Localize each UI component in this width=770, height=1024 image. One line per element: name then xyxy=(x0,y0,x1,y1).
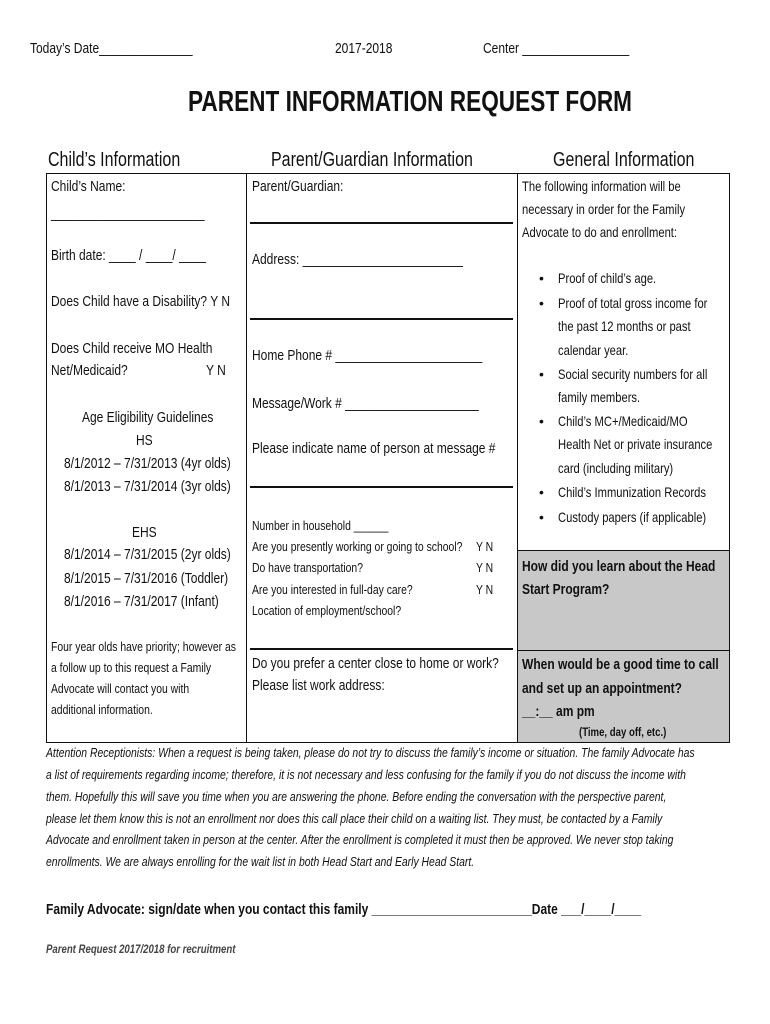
appointment-note: (Time, day off, etc.) xyxy=(579,725,667,739)
parent-info-heading: Parent/Guardian Information xyxy=(271,149,473,171)
learn-about-question: How did you learn about the Head xyxy=(522,558,716,575)
requirement-item: Custody papers (if applicable) xyxy=(558,509,707,525)
guardian-label: Parent/Guardian: xyxy=(252,178,344,195)
transport-yes-no[interactable]: Y N xyxy=(476,560,494,575)
attention-line-1: Attention Receptionists: When a request is being taken, please do not try to discuss the family’s income or situation. The family Advocate has xyxy=(46,745,695,760)
child-name-line[interactable]: _______________________ xyxy=(51,205,205,222)
hs-range-2: 8/1/2013 – 7/31/2014 (3yr olds) xyxy=(64,478,231,495)
footer-note: Parent Request 2017/2018 for recruitment xyxy=(46,942,236,956)
ehs-range-3: 8/1/2016 – 7/31/2017 (Infant) xyxy=(64,593,219,610)
requirement-item-cont: card (including military) xyxy=(558,460,674,476)
todays-date-field[interactable]: Today’s Date______________ xyxy=(30,40,193,57)
appointment-question-2: and set up an appointment? xyxy=(522,680,683,697)
age-guidelines-title: Age Eligibility Guidelines xyxy=(82,409,214,426)
health-question: Does Child receive MO Health xyxy=(51,340,213,357)
advocate-signature-field[interactable]: Family Advocate: sign/date when you contact this family ________________________Date ___/____/____ xyxy=(46,901,642,918)
priority-note-2: a follow up to this request a Family xyxy=(51,660,212,675)
bullet-icon: • xyxy=(539,366,544,382)
address-line[interactable] xyxy=(250,318,513,320)
health-question-line2: Net/Medicaid? xyxy=(51,362,128,379)
bullet-icon: • xyxy=(539,270,544,286)
bullet-icon: • xyxy=(539,413,544,429)
appointment-time-field[interactable]: __:__ am pm xyxy=(522,703,595,720)
location-question: Location of employment/school? xyxy=(252,603,402,618)
message-person-line[interactable] xyxy=(250,486,513,488)
birth-date-field[interactable]: Birth date: ____ / ____/ ____ xyxy=(51,247,206,264)
work-address-label: Please list work address: xyxy=(252,677,385,694)
attention-line-6: enrollments. We are always enrolling for the wait list in both Head Start and Early Head Start. xyxy=(46,854,475,869)
general-intro-3: Advocate to do and enrollment: xyxy=(522,224,678,240)
address-field[interactable]: Address: ________________________ xyxy=(252,251,463,268)
working-question: Are you presently working or going to school? xyxy=(252,539,463,554)
requirement-item-cont: calendar year. xyxy=(558,342,629,358)
attention-line-3: them. Hopefully this will save you time when you are answering the phone. Before ending the conversation with the perspective parent, xyxy=(46,789,667,804)
fullday-question: Are you interested in full-day care? xyxy=(252,582,413,597)
child-info-heading: Child’s Information xyxy=(48,149,181,171)
requirement-item: Child’s MC+/Medicaid/MO xyxy=(558,413,688,429)
school-year: 2017-2018 xyxy=(335,40,393,57)
general-intro-2: necessary in order for the Family xyxy=(522,201,686,217)
fullday-yes-no[interactable]: Y N xyxy=(476,582,494,597)
hs-label: HS xyxy=(136,432,153,449)
bullet-icon: • xyxy=(539,484,544,500)
attention-line-5: Advocate and enrollment taken in person at the center. After the enrollment is completed it must then be approved. We never stop taking xyxy=(46,832,674,847)
requirement-item: Proof of total gross income for xyxy=(558,295,708,311)
priority-note-1: Four year olds have priority; however as xyxy=(51,639,236,654)
priority-note-3: Advocate will contact you with xyxy=(51,681,190,696)
priority-note-4: additional information. xyxy=(51,702,153,717)
working-yes-no[interactable]: Y N xyxy=(476,539,494,554)
home-phone-field[interactable]: Home Phone # ______________________ xyxy=(252,347,483,364)
location-line[interactable] xyxy=(250,648,513,650)
ehs-range-2: 8/1/2015 – 7/31/2016 (Toddler) xyxy=(64,570,229,587)
message-work-field[interactable]: Message/Work # ____________________ xyxy=(252,395,479,412)
general-intro-1: The following information will be xyxy=(522,178,681,194)
ehs-label: EHS xyxy=(132,524,157,541)
child-name-label: Child’s Name: xyxy=(51,178,126,195)
appointment-question: When would be a good time to call xyxy=(522,656,719,673)
general-info-heading: General Information xyxy=(553,149,695,171)
transport-question: Do have transportation? xyxy=(252,560,364,575)
requirement-item-cont: Health Net or private insurance xyxy=(558,436,713,452)
center-field[interactable]: Center ________________ xyxy=(483,40,630,57)
bullet-icon: • xyxy=(539,295,544,311)
prefer-question: Do you prefer a center close to home or work? xyxy=(252,655,499,672)
requirement-item: Social security numbers for all xyxy=(558,366,708,382)
bullet-icon: • xyxy=(539,509,544,525)
disability-question[interactable]: Does Child have a Disability? Y N xyxy=(51,293,230,310)
attention-line-4: please let them know this is not an enrollment nor does this call place their child on a waiting list. They must, be contacted by a Family xyxy=(46,811,663,826)
learn-about-question-2: Start Program? xyxy=(522,581,610,598)
ehs-range-1: 8/1/2014 – 7/31/2015 (2yr olds) xyxy=(64,546,231,563)
attention-line-2: a list of requirements regarding income; therefore, it is not necessary and less confusing for the family if you do not discuss the income with xyxy=(46,767,686,782)
requirement-item-cont: the past 12 months or past xyxy=(558,318,691,334)
health-yes-no[interactable]: Y N xyxy=(206,362,226,379)
guardian-line[interactable] xyxy=(250,222,513,224)
requirement-item-cont: family members. xyxy=(558,389,641,405)
message-person-label: Please indicate name of person at message # xyxy=(252,440,496,457)
requirement-item: Child’s Immunization Records xyxy=(558,484,706,500)
requirement-item: Proof of child’s age. xyxy=(558,270,657,286)
page-title: PARENT INFORMATION REQUEST FORM xyxy=(188,86,633,118)
household-field[interactable]: Number in household ______ xyxy=(252,518,389,533)
hs-range-1: 8/1/2012 – 7/31/2013 (4yr olds) xyxy=(64,455,231,472)
